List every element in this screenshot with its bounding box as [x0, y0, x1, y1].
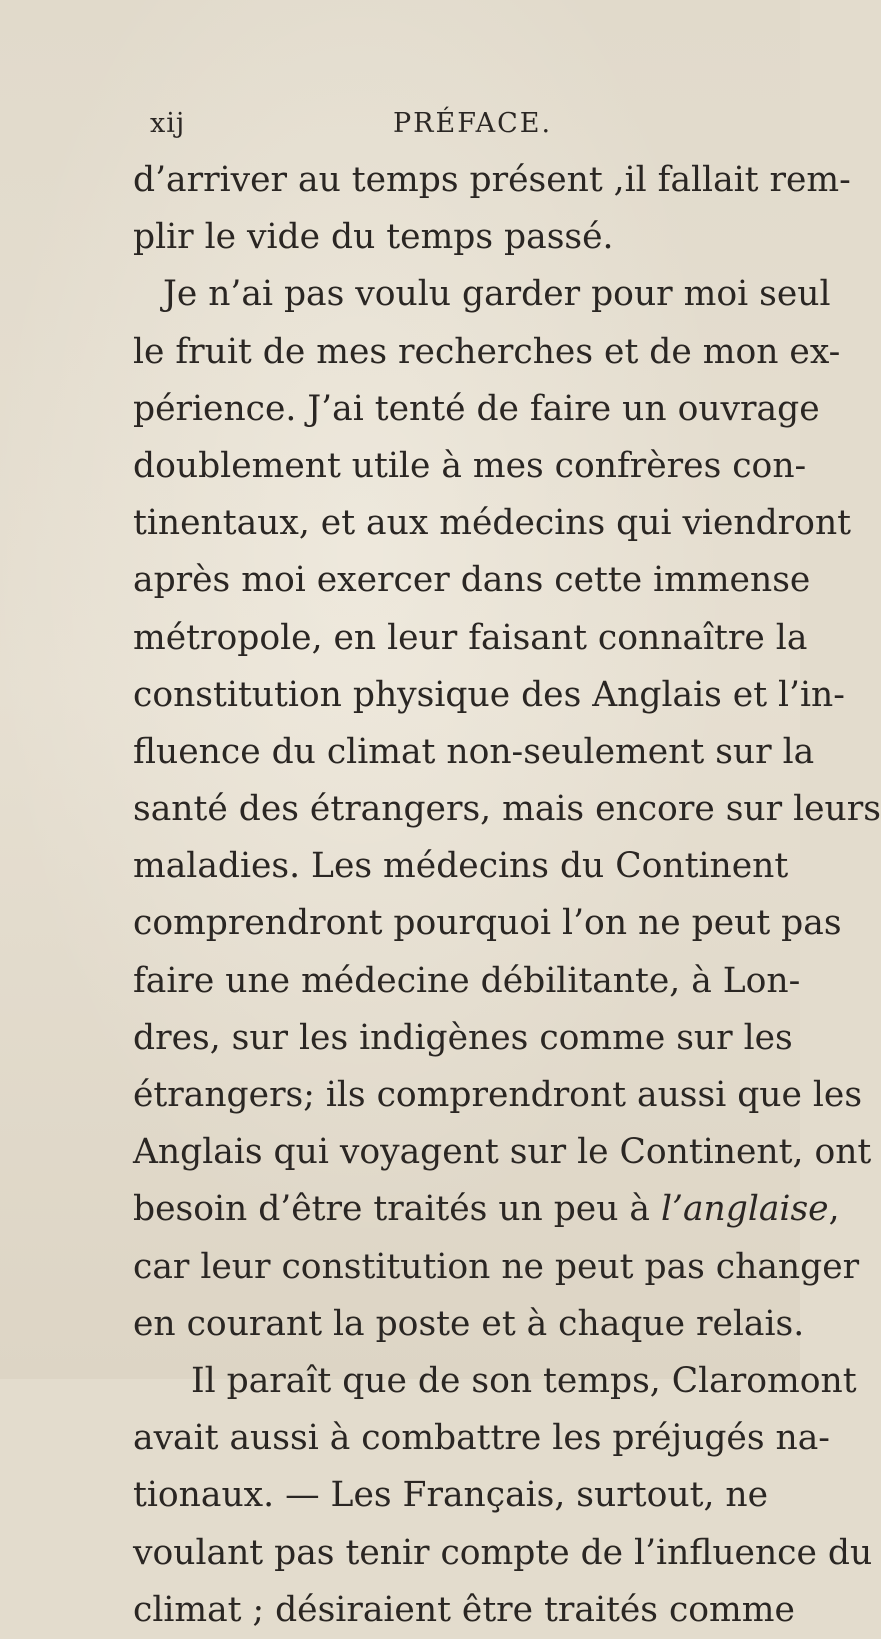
text-line: le fruit de mes recherches et de mon ex-	[133, 331, 841, 372]
text-segment: ,	[828, 1189, 840, 1230]
text-line: doublement utile à mes confrères con-	[133, 445, 807, 486]
text-line: climat ; désiraient être traités comme	[133, 1589, 795, 1630]
running-title: PRÉFACE.	[393, 108, 553, 139]
paragraph-start-line: Il paraît que de son temps, Claromont	[191, 1360, 857, 1401]
text-line: métropole, en leur faisant connaître la	[133, 617, 808, 658]
text-line: en courant la poste et à chaque relais.	[133, 1303, 805, 1344]
italic-phrase: l’anglaise	[660, 1189, 829, 1230]
text-line: Anglais qui voyagent sur le Continent, ont	[133, 1132, 872, 1173]
running-head	[0, 108, 800, 148]
text-segment: besoin d’être traités un peu à	[133, 1189, 661, 1230]
text-line-with-italic	[133, 1181, 840, 1238]
text-line: avait aussi à combattre les préjugés na-	[133, 1418, 830, 1459]
text-line: constitution physique des Anglais et l’in-	[133, 674, 845, 715]
text-line: maladies. Les médecins du Continent	[133, 846, 789, 887]
text-line: car leur constitution ne peut pas changer	[133, 1246, 860, 1287]
text-line: voulant pas tenir compte de l’influence du	[133, 1532, 873, 1573]
text-line: faire une médecine débilitante, à Lon-	[133, 960, 801, 1001]
page-number: xij	[150, 108, 186, 139]
text-line: étrangers; ils comprendront aussi que les	[133, 1075, 863, 1115]
text-line: fluence du climat non-seulement sur la	[133, 731, 815, 772]
paragraph-start-line: Je n’ai pas voulu garder pour moi seul	[163, 274, 831, 315]
text-line: tinentaux, et aux médecins qui viendront	[133, 503, 852, 544]
text-line: d’arriver au temps présent ,il fallait rem-	[133, 160, 851, 200]
text-line: après moi exercer dans cette immense	[133, 560, 811, 601]
text-line: comprendront pourquoi l’on ne peut pas	[133, 903, 842, 944]
text-line: périence. J’ai tenté de faire un ouvrage	[133, 388, 820, 429]
text-line: santé des étrangers, mais encore sur leurs	[133, 789, 881, 830]
body-text	[133, 152, 881, 1639]
text-line: plir le vide du temps passé.	[133, 217, 614, 258]
text-line: dres, sur les indigènes comme sur les	[133, 1017, 793, 1058]
text-line: tionaux. — Les Français, surtout, ne	[133, 1475, 769, 1516]
